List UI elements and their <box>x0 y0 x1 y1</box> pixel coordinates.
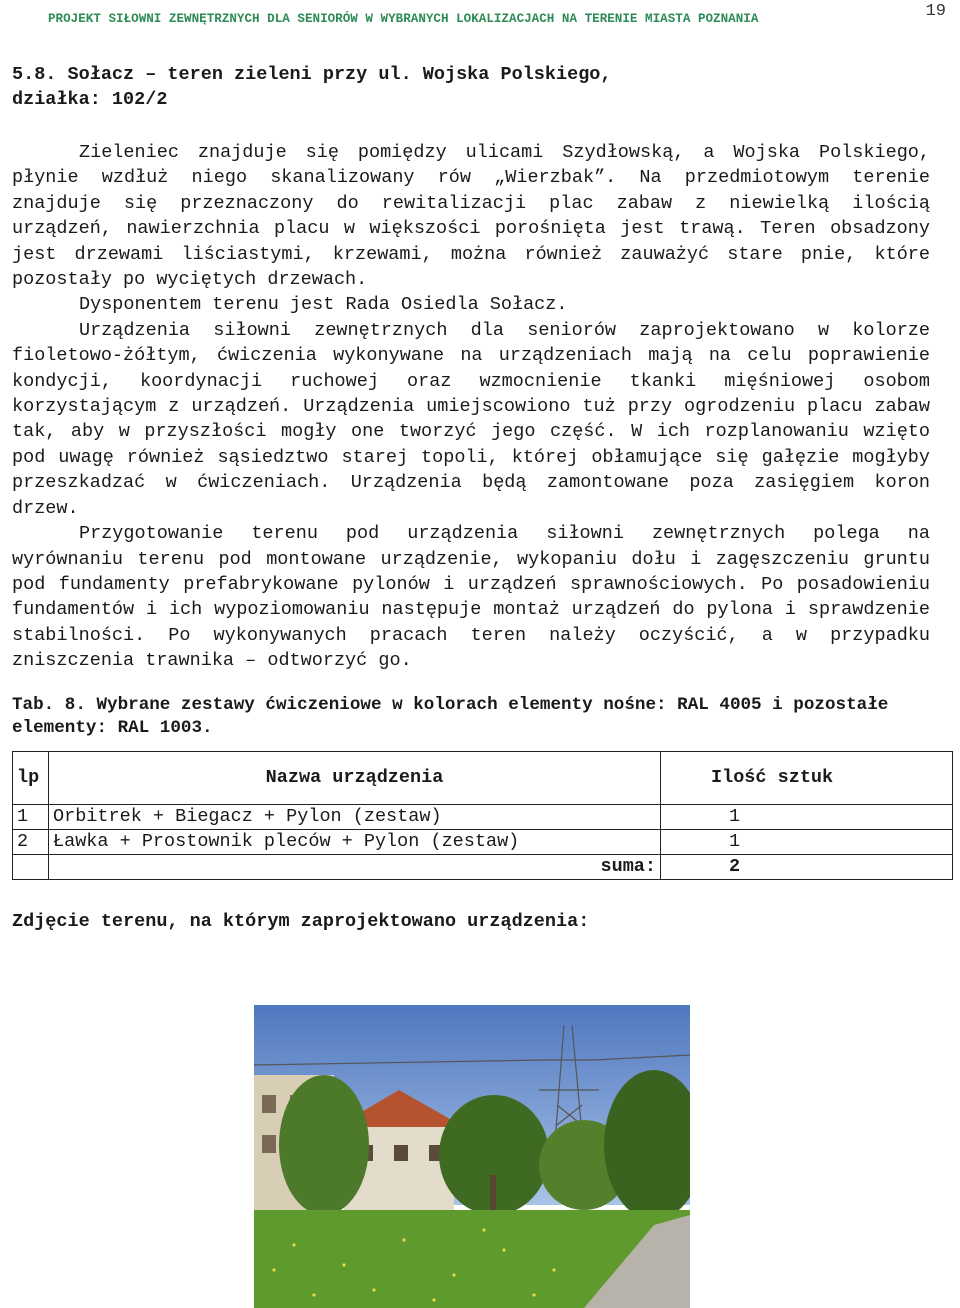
document-body <box>12 62 930 952</box>
photo-caption: Zdjęcie terenu, na którym zaprojektowano urządzenia: <box>12 910 590 932</box>
row-lp: 2 <box>13 829 49 854</box>
paragraph-description: Zieleniec znajduje się pomiędzy ulicami Szydłowską, a Wojska Polskiego, płynie wzdłuż niego skanalizowany rów „Wierzbak”. Na przedmiotowym terenie znajduje się przeznaczony do rewitalizacji plac zabaw z niewielką ilością urządzeń, nawierzchnia placu w większości porośnięta jest trawą. Teren obsadzony jest drzewami liściastymi, krzewami, można również zauważyć stare pnie, które pozostały po wyciętych drzewach. <box>12 142 930 291</box>
row-qty: 1 <box>661 829 953 854</box>
table-caption: Tab. 8. Wybrane zestawy ćwiczeniowe w kolorach elementy nośne: RAL 4005 i pozostałe elementy: RAL 1003. <box>12 694 889 738</box>
tree <box>279 1075 369 1215</box>
table-row <box>13 804 953 829</box>
header-lp: lp <box>13 751 49 804</box>
section-heading-line1: 5.8. Sołacz – teren zieleni przy ul. Wojska Polskiego, <box>12 64 612 85</box>
page-number: 19 <box>925 2 946 21</box>
paragraph-owner: Dysponentem terenu jest Rada Osiedla Sołacz. <box>79 294 568 316</box>
section-heading-line2: działka: 102/2 <box>12 89 168 110</box>
row-qty: 1 <box>661 804 953 829</box>
paragraph-preparation: Przygotowanie terenu pod urządzenia siłowni zewnętrznych polega na wyrównaniu terenu pod montowane urządzenie, wykopaniu dołu i zagęszczeniu gruntu pod fundamenty prefabrykowane pylonów i urządzeń sprawnościowych. Po posadowieniu fundamentów i ich wypoziomowaniu następuje montaż urządzeń do pylona i sprawdzenie stabilności. Po wykonywanych pracach teren należy oczyścić, a w przypadku zniszczenia trawnika – odtworzyć go. <box>12 523 930 672</box>
equipment-table <box>12 751 953 880</box>
section-heading <box>12 62 930 112</box>
site-photo-illustration <box>254 1005 690 1308</box>
row-name: Orbitrek + Biegacz + Pylon (zestaw) <box>49 804 661 829</box>
sum-value: 2 <box>661 854 953 879</box>
table-header-row <box>13 751 953 804</box>
header-name: Nazwa urządzenia <box>49 751 661 804</box>
paragraph-devices: Urządzenia siłowni zewnętrznych dla seniorów zaprojektowano w kolorze fioletowo-żółtym, ćwiczenia wykonywane na urządzeniach mają na celu poprawienie kondycji, koordynacji ruchowej oraz wzmocnienie tkanki mięśniowej osobom korzystającym z urządzeń. Urządzenia umiejscowiono tuż przy ogrodzeniu placu zabaw tak, aby w przyszłości mogły one tworzyć jego część. W ich rozplanowaniu wzięto pod uwagę również sąsiedztwo starej topoli, której obłamujące się gałęzie mogłyby przeszkadzać w ćwiczeniach. Urządzenia będą zamontowane poza zasięgiem koron drzew. <box>12 319 930 519</box>
row-name: Ławka + Prostownik pleców + Pylon (zestaw) <box>49 829 661 854</box>
document-header: PROJEKT SIŁOWNI ZEWNĘTRZNYCH DLA SENIORÓW W WYBRANYCH LOKALIZACJACH NA TERENIE MIASTA POZNANIA <box>48 12 759 26</box>
sum-empty-cell <box>13 854 49 879</box>
table-sum-row <box>13 854 953 879</box>
sum-label: suma: <box>49 854 661 879</box>
site-photo <box>254 1005 690 1308</box>
table-row <box>13 829 953 854</box>
row-lp: 1 <box>13 804 49 829</box>
header-qty: Ilość sztuk <box>661 751 953 804</box>
